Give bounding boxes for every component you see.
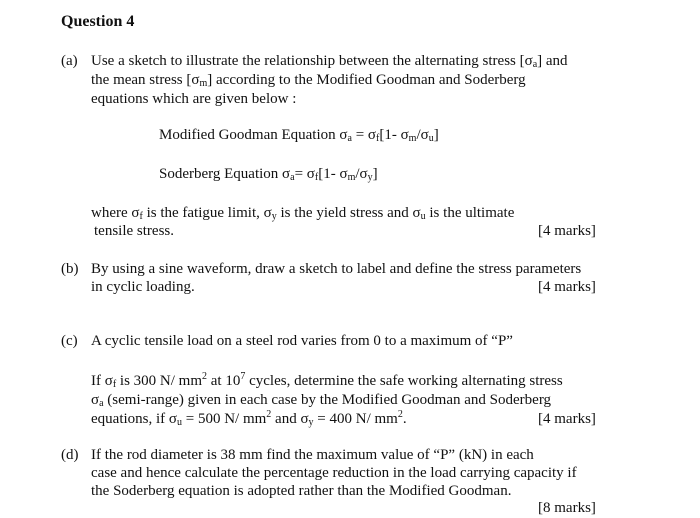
part-c-label: (c): [61, 333, 78, 349]
part-a-where-line2: tensile stress.: [94, 223, 174, 239]
part-b-label: (b): [61, 261, 79, 277]
part-d-marks: [8 marks]: [538, 500, 596, 516]
part-c-para-line2: $\sigma_a$ (semi-range) given in each case by the Modified Goodman and Soderberg: [91, 392, 552, 409]
part-d-line3: the Soderberg equation is adopted rather than the Modified Goodman.: [91, 483, 512, 499]
soderberg-equation: Soderberg Equation $\sigma_a= \sigma_f[1-$ $\sigma_m/\sigma_y$]: [159, 166, 378, 183]
part-d-label: (d): [61, 447, 79, 463]
part-b-line2: in cyclic loading.: [91, 279, 195, 295]
part-a-line3: equations which are given below :: [91, 91, 297, 107]
part-c-marks: [4 marks]: [538, 411, 596, 427]
part-b-marks: [4 marks]: [538, 279, 596, 295]
part-c-para-line1: If $\sigma_f$ is 300 N/ $mm^2$ at $10^7$ cycles, determine the safe working alternating stress: [91, 371, 563, 390]
part-b-line1: By using a sine waveform, draw a sketch to label and define the stress parameters: [91, 261, 582, 277]
part-d-line2: case and hence calculate the percentage reduction in the load carrying capacity if: [91, 465, 577, 481]
part-d-line1: If the rod diameter is 38 mm find the maximum value of “P” (kN) in each: [91, 447, 534, 463]
question-title: Question 4: [61, 13, 135, 30]
part-c-para-line3: equations, if $\sigma_u = 500$ N/ $mm^2$ and $\sigma_y = 400$ N/ $mm^2$.: [91, 409, 407, 428]
goodman-equation: Modified Goodman Equation $\sigma_a = \sigma_f[1-$ $\sigma_m/\sigma_u$]: [159, 127, 439, 144]
part-a-where-line: where $\sigma_f$ is the fatigue limit, $\sigma_y$ is the yield stress and $\sigma_u$ is the ultimate: [91, 205, 515, 222]
part-a-label: (a): [61, 53, 78, 69]
part-a-line1: Use a sketch to illustrate the relationship between the alternating stress $[\sigma_a]$ and: [91, 53, 568, 70]
part-a-marks: [4 marks]: [538, 223, 596, 239]
part-a-line2: the mean stress $[\sigma_m]$ according to the Modified Goodman and Soderberg: [91, 72, 526, 89]
part-c-line1: A cyclic tensile load on a steel rod varies from 0 to a maximum of “P”: [91, 333, 513, 349]
